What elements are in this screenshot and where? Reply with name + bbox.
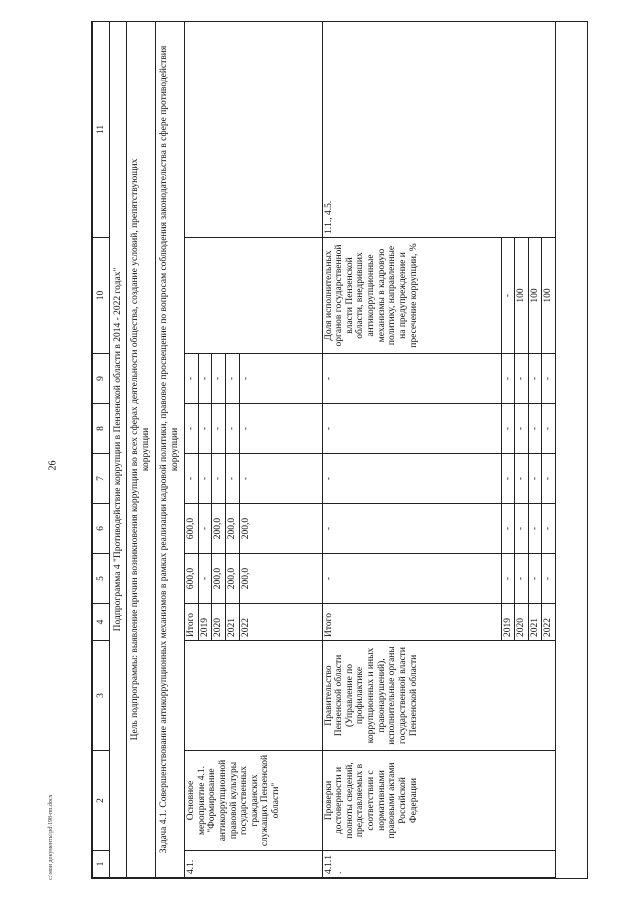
indicator-value: 100 [542, 238, 556, 354]
col-number: 9 [93, 354, 110, 404]
value-cell: - [515, 354, 529, 404]
value-cell: - [528, 404, 542, 454]
year-cell: 2020 [515, 604, 529, 641]
year-cell: 2022 [542, 604, 556, 641]
value-cell: - [185, 354, 199, 404]
value-cell: - [225, 404, 239, 454]
value-cell: - [501, 554, 515, 604]
year-cell: Итого [185, 604, 199, 641]
footer-file-path: c:\мои документы\pd\198-пп.docx [48, 794, 54, 880]
value-cell: - [515, 454, 529, 504]
value-cell: - [322, 554, 501, 604]
value-cell: 200,0 [239, 504, 322, 554]
executor: Правительство Пензенской области (Управление по профилактике коррупционных и иных правонарушений), исполнительные органы государственной власти Пензенской области [322, 641, 556, 751]
program-title: Подпрограмма 4 "Противодействие коррупции в Пензенской области в 2014 - 2022 годах" [110, 22, 127, 878]
task-title-row [156, 22, 185, 878]
indicator-value: - [501, 238, 515, 354]
value-cell: - [198, 504, 212, 554]
col-number: 4 [93, 604, 110, 641]
value-cell: - [198, 554, 212, 604]
year-cell: 2019 [198, 604, 212, 641]
executor [185, 641, 323, 751]
value-cell: - [542, 404, 556, 454]
value-cell: - [322, 454, 501, 504]
value-cell: - [185, 454, 199, 504]
value-cell: - [528, 554, 542, 604]
value-cell: - [239, 354, 322, 404]
year-cell: 2020 [212, 604, 226, 641]
program-goal: Цель подпрограммы: выявление причин возникновения коррупции во всех сферах деятельности общества, создание условий, препятствующих коррупции [127, 22, 156, 878]
col-number: 5 [93, 554, 110, 604]
value-cell: - [528, 454, 542, 504]
value-cell: - [322, 504, 501, 554]
value-cell: - [212, 354, 226, 404]
activity-name: Основное мероприятие 4.1. "Формирование антикоррупционной правовой культуры государственных гражданских служащих Пензенской области" [185, 751, 323, 851]
program-goal-row [127, 22, 156, 878]
task-title: Задача 4.1. Совершенствование антикоррупционных механизмов в рамках реализации кадровой политики, правовое просвещение по вопросам соблюдения законодательства в сфере противодействия коррупции [156, 22, 185, 878]
year-cell: 2021 [225, 604, 239, 641]
value-cell: 200,0 [239, 554, 322, 604]
value-cell: - [501, 354, 515, 404]
col-number: 7 [93, 454, 110, 504]
program-table-frame [91, 21, 588, 879]
value-cell: - [239, 454, 322, 504]
col-number: 2 [93, 751, 110, 851]
value-cell: - [239, 404, 322, 454]
value-cell: - [198, 454, 212, 504]
col-number: 10 [93, 238, 110, 354]
program-table [92, 21, 556, 878]
value-cell: - [198, 354, 212, 404]
indicator-value: 100 [528, 238, 542, 354]
col-number: 11 [93, 22, 110, 238]
reference-cell [185, 22, 323, 238]
year-cell: 2021 [528, 604, 542, 641]
value-cell: - [322, 404, 501, 454]
activity-name: Проверки достоверности и полноты сведений, представляемых в соответствии с нормативными правовыми актами Российской Федерации [322, 751, 556, 851]
value-cell: - [515, 554, 529, 604]
row-number: 4.1.1. [322, 851, 556, 878]
value-cell: - [542, 554, 556, 604]
value-cell: - [501, 404, 515, 454]
year-cell: Итого [322, 604, 501, 641]
table-row [185, 22, 199, 878]
indicator-cell [185, 238, 323, 354]
program-title-row [110, 22, 127, 878]
value-cell: 200,0 [225, 554, 239, 604]
value-cell: - [212, 404, 226, 454]
table-row [322, 22, 501, 878]
year-cell: 2022 [239, 604, 322, 641]
column-number-row [93, 22, 110, 878]
reference-cell: 1.1., 4.5. [322, 22, 556, 238]
value-cell: - [501, 454, 515, 504]
value-cell: - [528, 354, 542, 404]
value-cell: 200,0 [212, 554, 226, 604]
value-cell: - [515, 404, 529, 454]
value-cell: - [501, 504, 515, 554]
row-number: 4.1. [185, 851, 323, 878]
value-cell: - [185, 404, 199, 454]
value-cell: 200,0 [225, 504, 239, 554]
col-number: 8 [93, 404, 110, 454]
col-number: 6 [93, 504, 110, 554]
value-cell: - [322, 354, 501, 404]
indicator-value: 100 [515, 238, 529, 354]
value-cell: - [515, 504, 529, 554]
page-number: 26 [47, 460, 59, 471]
value-cell: - [542, 454, 556, 504]
value-cell: 200,0 [212, 504, 226, 554]
value-cell: - [198, 404, 212, 454]
value-cell: 600,0 [185, 504, 199, 554]
value-cell: - [225, 354, 239, 404]
indicator-cell: Доля исполнительных органов государственной власти Пензенской области, внедривших антикоррупционные механизмы в кадровую политику, направленные на предупреждение и пресечение коррупции, % [322, 238, 501, 354]
program-table-sheet [92, 22, 587, 878]
value-cell: - [212, 454, 226, 504]
year-cell: 2019 [501, 604, 515, 641]
value-cell: - [542, 354, 556, 404]
value-cell: - [542, 504, 556, 554]
value-cell: 600,0 [185, 554, 199, 604]
col-number: 3 [93, 641, 110, 751]
value-cell: - [225, 454, 239, 504]
col-number: 1 [93, 851, 110, 878]
value-cell: - [528, 504, 542, 554]
